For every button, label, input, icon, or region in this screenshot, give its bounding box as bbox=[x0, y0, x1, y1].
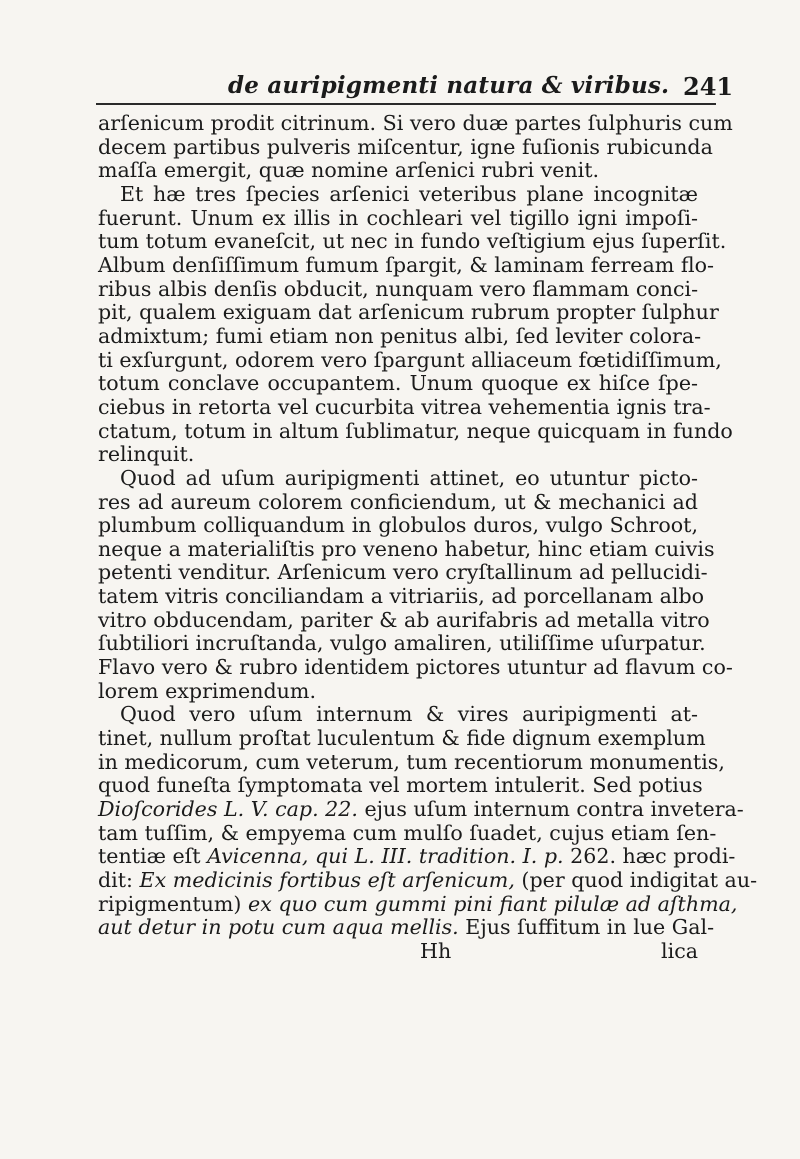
text-line bbox=[98, 323, 702, 349]
footer-line bbox=[98, 940, 698, 964]
running-title: de auripigmenti natura & viribus. bbox=[228, 72, 670, 99]
italic-text: Ex medicinis fortibus eſt arſenicum, bbox=[139, 868, 515, 892]
text-line bbox=[98, 372, 698, 396]
page-number: 241 bbox=[683, 72, 734, 101]
text-line bbox=[98, 844, 736, 869]
text-line bbox=[98, 726, 706, 751]
text-segment: in medicorum, cum veterum, tum recentiorum monumentis, bbox=[98, 749, 725, 774]
text-segment: (per quod indigitat au- bbox=[514, 868, 758, 892]
text-segment: decem partibus pulveris miſcentur, igne fuſionis rubicunda bbox=[98, 134, 713, 159]
text-segment: vitro obducendam, pariter & ab aurifabris ad metalla vitro bbox=[98, 607, 710, 632]
text-line bbox=[98, 915, 715, 940]
italic-text: Avicenna, qui L. III. tradition. I. p. bbox=[207, 844, 564, 869]
text-line bbox=[98, 631, 706, 656]
body-text bbox=[98, 111, 758, 964]
text-segment: tam tuſſim, & empyema cum mulſo ſuadet, cujus etiam ſen- bbox=[98, 820, 717, 845]
text-segment: tatem vitris conciliandam a vitriariis, ad porcellanam albo bbox=[98, 584, 705, 609]
text-line bbox=[98, 467, 698, 491]
text-segment: ctatum, totum in altum ſublimatur, neque quicquam in fundo bbox=[98, 418, 733, 443]
text-segment: tentiæ eſt bbox=[98, 844, 208, 869]
text-line bbox=[98, 820, 717, 846]
catchword: lica bbox=[661, 938, 698, 963]
text-line bbox=[98, 891, 738, 917]
text-line bbox=[98, 868, 758, 893]
italic-text: aut detur in potu cum aqua mellis. bbox=[98, 915, 459, 940]
text-segment: Quod ad uſum auripigmenti attinet, eo utuntur picto- bbox=[120, 465, 698, 490]
text-segment: tum totum evaneſcit, ut nec in fundo veſtigium ejus ſuperſit. bbox=[98, 229, 727, 254]
text-segment: Ejus ſuffitum in lue Gal- bbox=[458, 915, 715, 940]
text-line bbox=[98, 347, 722, 373]
text-line bbox=[98, 749, 725, 775]
text-segment: dit: bbox=[98, 868, 140, 892]
text-segment: lorem exprimendum. bbox=[98, 678, 317, 703]
text-segment: quod funeſta ſymptomata vel mortem intulerit. Sed potius bbox=[98, 773, 703, 798]
text-segment: neque a materialiſtis pro veneno habetur, hinc etiam cuivis bbox=[98, 536, 715, 561]
text-line bbox=[98, 111, 733, 136]
text-segment: pit, qualem exiguam dat arſenicum rubrum propter ſulphur bbox=[98, 300, 719, 325]
text-segment: res ad aureum colorem conficiendum, ut & mechanici ad bbox=[98, 489, 698, 514]
text-segment: Album denſiſſimum fumum ſpargit, & laminam ferream flo- bbox=[98, 252, 714, 277]
text-line bbox=[98, 797, 744, 822]
text-line bbox=[98, 134, 713, 160]
text-segment: fuerunt. Unum ex illis in cochleari vel tigillo igni impoſi- bbox=[98, 205, 698, 230]
text-segment: tinet, nullum proſtat luculentum & fide dignum exemplum bbox=[98, 726, 706, 751]
text-segment: arſenicum prodit citrinum. Si vero duæ partes ſulphuris cum bbox=[98, 111, 733, 135]
text-line bbox=[98, 229, 727, 254]
text-line bbox=[98, 703, 698, 727]
text-line bbox=[98, 183, 698, 207]
header-rule bbox=[96, 103, 716, 105]
text-segment: maſſa emergit, quæ nomine arſenici rubri venit. bbox=[98, 158, 600, 183]
text-line bbox=[98, 159, 698, 183]
text-segment: ejus uſum internum contra invetera- bbox=[357, 797, 744, 822]
text-line bbox=[98, 773, 703, 798]
text-line bbox=[98, 607, 710, 633]
text-segment: admixtum; fumi etiam non penitus albi, ſed leviter colora- bbox=[98, 323, 702, 348]
text-line bbox=[98, 207, 698, 231]
text-segment: petenti venditur. Arſenicum vero cryſtallinum ad pellucidi- bbox=[98, 560, 708, 585]
text-segment: Quod vero uſum internum & vires auripigmenti at- bbox=[120, 702, 698, 727]
text-line bbox=[98, 655, 733, 680]
text-segment: ripigmentum) bbox=[98, 891, 249, 916]
text-segment: 262. hæc prodi- bbox=[563, 844, 736, 869]
text-segment: Flavo vero & rubro identidem pictores utuntur ad flavum co- bbox=[98, 655, 733, 680]
text-segment: plumbum colliquandum in globulos duros, vulgo Schroot, bbox=[98, 513, 698, 538]
text-segment: ciebus in retorta vel cucurbita vitrea vehementia ignis tra- bbox=[98, 394, 711, 419]
text-segment: Et hæ tres ſpecies arſenici veteribus plane incognitæ bbox=[120, 181, 698, 206]
text-line bbox=[98, 536, 715, 562]
text-line bbox=[98, 584, 705, 609]
signature-mark: Hh bbox=[420, 938, 452, 963]
text-line bbox=[98, 252, 714, 278]
text-line bbox=[98, 278, 698, 302]
text-segment: ti exſurgunt, odorem vero ſpargunt alliaceum fœtidiſſimum, bbox=[98, 347, 722, 372]
text-line bbox=[98, 514, 698, 538]
page-header bbox=[0, 0, 800, 110]
text-line bbox=[98, 680, 698, 704]
text-line bbox=[98, 300, 719, 325]
italic-text: Dioſcorides L. V. cap. 22. bbox=[98, 797, 358, 822]
text-line bbox=[98, 560, 708, 585]
text-segment: totum conclave occupantem. Unum quoque ex hiſce ſpe- bbox=[98, 371, 698, 396]
italic-text: ex quo cum gummi pini fiant pilulæ ad aſthma, bbox=[248, 891, 738, 916]
text-segment: ſubtiliori incruſtanda, vulgo amaliren, utiliſſime uſurpatur. bbox=[98, 631, 706, 656]
text-line bbox=[98, 394, 711, 420]
text-line bbox=[98, 491, 698, 515]
text-segment: ribus albis denſis obducit, nunquam vero flammam conci- bbox=[98, 276, 699, 301]
text-segment: relinquit. bbox=[98, 442, 195, 467]
text-line bbox=[98, 443, 698, 467]
text-line bbox=[98, 418, 733, 444]
